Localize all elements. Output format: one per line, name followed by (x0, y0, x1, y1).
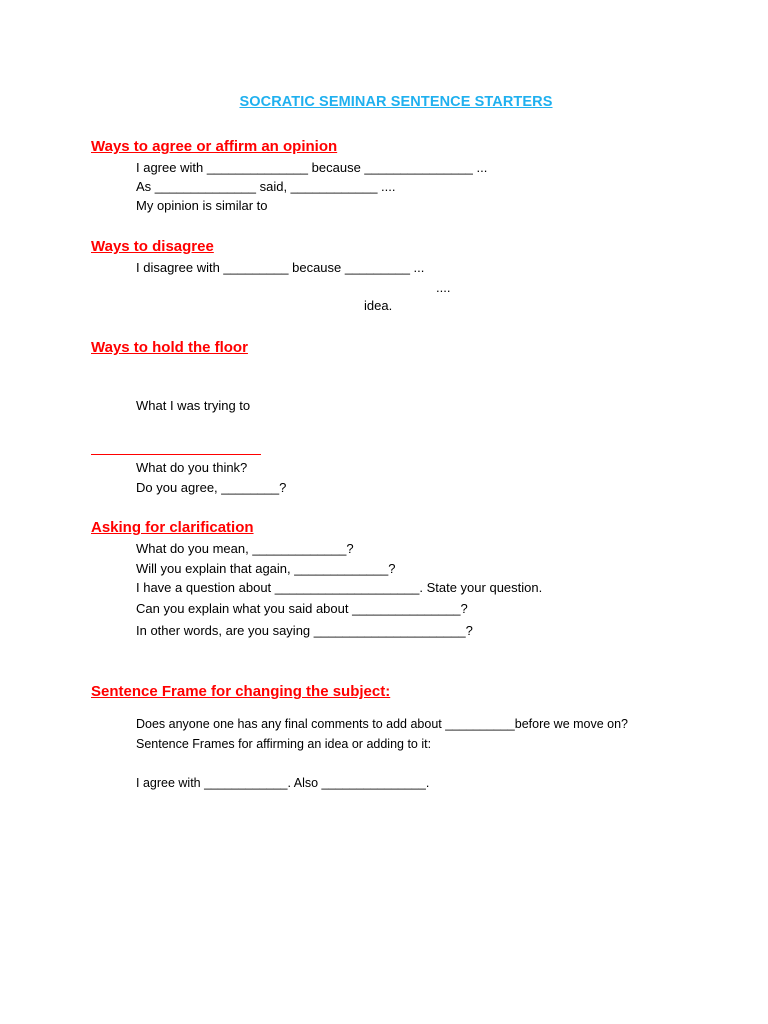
hold-floor-line-3: Do you agree, ________? (136, 480, 287, 495)
clarification-line-1: What do you mean, _____________? (136, 541, 354, 556)
heading-disagree: Ways to disagree (91, 238, 214, 255)
changing-subject-line-2: Sentence Frames for affirming an idea or adding to it: (136, 737, 432, 751)
agree-line-2: As ______________ said, ____________ .... (136, 179, 396, 194)
agree-line-1: I agree with ______________ because _______________ ... (136, 160, 488, 175)
heading-changing-subject: Sentence Frame for changing the subject: (91, 683, 391, 700)
document-title: SOCRATIC SEMINAR SENTENCE STARTERS (239, 94, 553, 110)
clarification-line-4: Can you explain what you said about _______________? (136, 601, 468, 616)
heading-hold-floor: Ways to hold the floor (91, 339, 248, 356)
red-underline-rule (91, 454, 261, 455)
clarification-line-2: Will you explain that again, _____________? (136, 561, 396, 576)
changing-subject-line-3: I agree with ____________. Also _______________. (136, 776, 430, 790)
heading-clarification: Asking for clarification (91, 519, 254, 536)
agree-line-3: My opinion is similar to (136, 198, 268, 213)
disagree-line-2: .... (436, 280, 451, 295)
changing-subject-line-1: Does anyone one has any final comments to add about __________before we move on? (136, 717, 629, 731)
clarification-line-3: I have a question about ____________________. State your question. (136, 580, 543, 595)
clarification-line-5: In other words, are you saying _____________________? (136, 623, 473, 638)
hold-floor-line-1: What I was trying to (136, 398, 251, 413)
disagree-line-3: idea. (364, 298, 393, 313)
disagree-line-1: I disagree with _________ because _________ ... (136, 260, 425, 275)
hold-floor-line-2: What do you think? (136, 460, 248, 475)
heading-agree: Ways to agree or affirm an opinion (91, 138, 338, 155)
